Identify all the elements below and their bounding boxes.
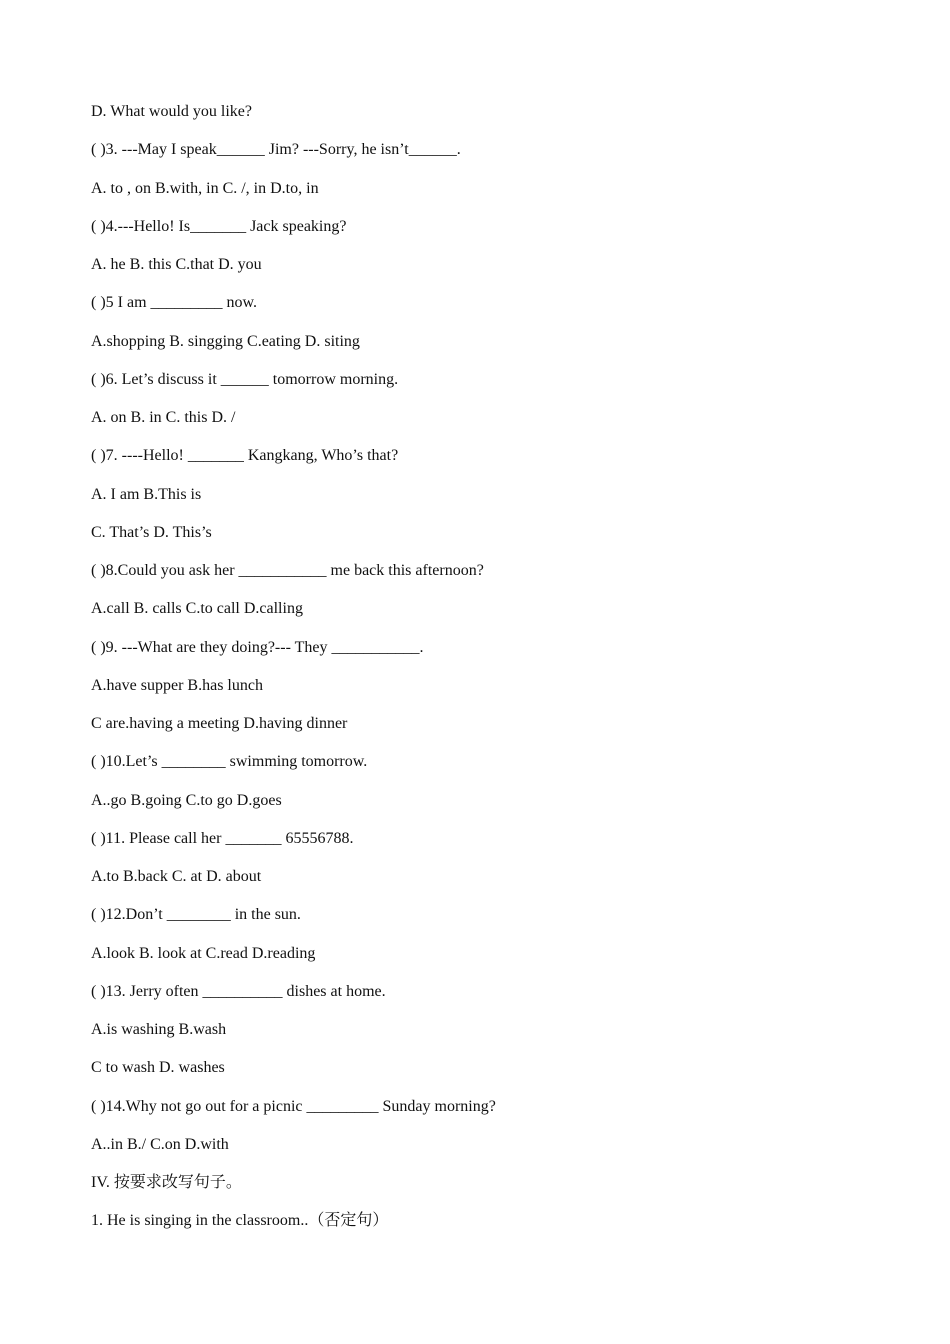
- option-line: D. What would you like?: [91, 103, 253, 120]
- question-7-options-b: C. That’s D. This’s: [91, 523, 212, 541]
- question-9-options-a: A.have supper B.has lunch: [91, 676, 263, 694]
- question-12-options: A.look B. look at C.read D.reading: [91, 944, 316, 962]
- question-3-options: A. to , on B.with, in C. /, in D.to, in: [91, 179, 319, 197]
- question-9-options-b: C are.having a meeting D.having dinner: [91, 715, 348, 732]
- question-8-options: A.call B. calls C.to call D.calling: [91, 600, 303, 618]
- question-12: ( )12.Don’t ________ in the sun.: [91, 906, 301, 924]
- question-7: ( )7. ----Hello! _______ Kangkang, Who’s that?: [91, 447, 399, 465]
- question-8: ( )8.Could you ask her ___________ me back this afternoon?: [91, 562, 484, 579]
- question-13-options-b: C to wash D. washes: [91, 1059, 225, 1077]
- question-6: ( )6. Let’s discuss it ______ tomorrow morning.: [91, 370, 399, 388]
- question-13: ( )13. Jerry often __________ dishes at home.: [91, 982, 386, 1000]
- question-5: ( )5 I am _________ now.: [91, 294, 258, 312]
- question-11: ( )11. Please call her _______ 65556788.: [91, 829, 354, 847]
- rewrite-item-1: 1. He is singing in the classroom..（否定句）: [91, 1212, 389, 1230]
- question-10: ( )10.Let’s ________ swimming tomorrow.: [91, 753, 368, 771]
- question-9: ( )9. ---What are they doing?--- They ___________.: [91, 638, 424, 656]
- question-14-options: A..in B./ C.on D.with: [91, 1135, 229, 1153]
- question-4-options: A. he B. this C.that D. you: [91, 256, 262, 273]
- question-5-options: A.shopping B. singging C.eating D. siting: [91, 332, 360, 350]
- question-14: ( )14.Why not go out for a picnic _________ Sunday morning?: [91, 1097, 496, 1115]
- question-4: ( )4.---Hello! Is_______ Jack speaking?: [91, 217, 347, 235]
- worksheet-text: [91, 101, 871, 1249]
- question-10-options: A..go B.going C.to go D.goes: [91, 791, 282, 809]
- section-heading: IV. 按要求改写句子。: [91, 1174, 242, 1191]
- question-3: ( )3. ---May I speak______ Jim? ---Sorry, he isn’t______.: [91, 141, 461, 159]
- question-7-options-a: A. I am B.This is: [91, 485, 202, 503]
- question-13-options-a: A.is washing B.wash: [91, 1021, 227, 1038]
- question-6-options: A. on B. in C. this D. /: [91, 409, 236, 426]
- question-11-options: A.to B.back C. at D. about: [91, 868, 262, 885]
